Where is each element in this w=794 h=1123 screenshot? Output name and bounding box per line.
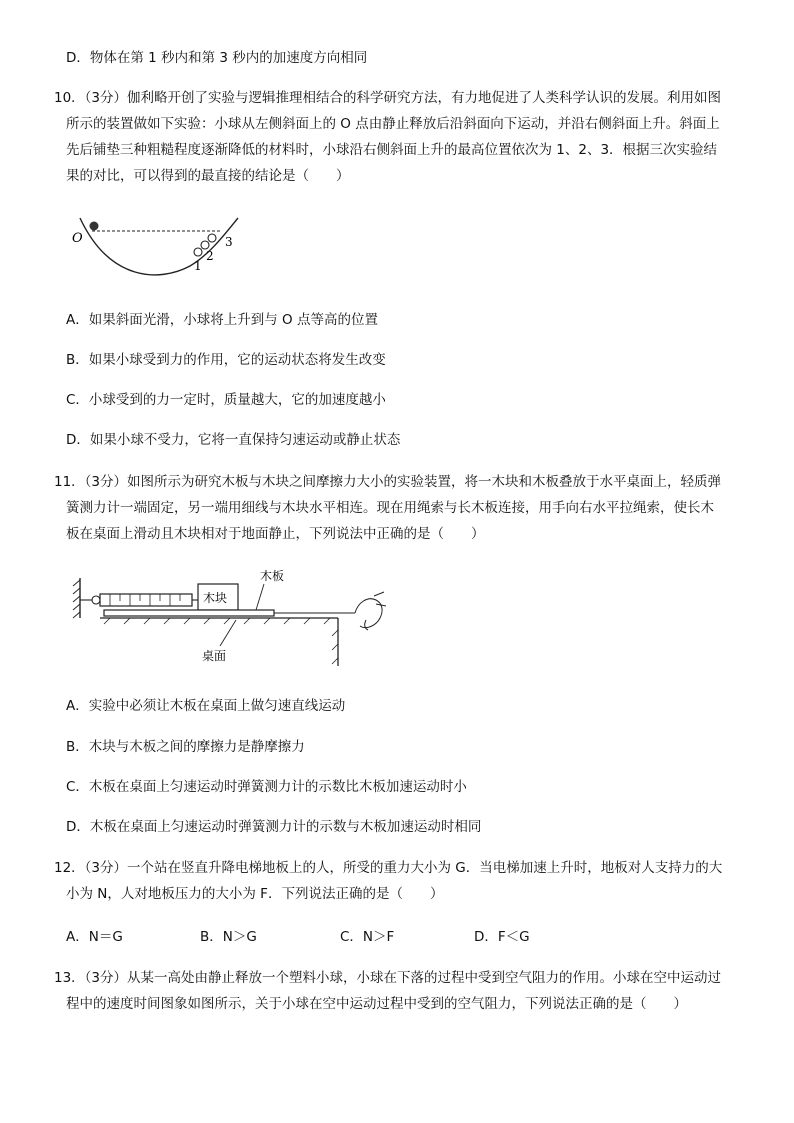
ball-position-3 [208,234,216,242]
q9-option-d: D．物体在第 1 秒内和第 3 秒内的加速度方向相同 [66,50,368,66]
q11-option-a: A．实验中必须让木板在桌面上做匀速直线运动 [66,698,346,714]
q10-option-a: A．如果斜面光滑，小球将上升到与 O 点等高的位置 [66,312,378,328]
q13-stem-line1: 13．（3分）从某一高处由静止释放一个塑料小球，小球在下落的过程中受到空气阻力的作用。小球在空中运动过 [54,970,722,986]
q12-stem-line2: 小为 N，人对地板压力的大小为 F．下列说法正确的是（ ） [66,886,444,902]
q12-option-d: D．F＜G [474,929,530,945]
wood-board [104,610,274,616]
q12-option-c: C．N＞F [340,929,395,945]
ramp-curve [80,218,238,275]
ball-at-o [90,222,99,231]
q11-apparatus-figure [70,570,390,670]
q10-stem-line2: 所示的装置做如下实验：小球从左侧斜面上的 O 点由静止释放后沿斜面向下运动，并沿右侧斜面上升。斜面上 [66,116,720,132]
label-board: 木板 [260,569,285,583]
q10-stem-line1: 10．（3分）伽利略开创了实验与逻辑推理相结合的科学研究方法，有力地促进了人类科学认识的发展。利用如图 [54,90,722,106]
label-block: 木块 [203,591,228,605]
spring-scale [100,594,192,606]
label-3: 3 [225,235,233,249]
ball-position-1 [194,248,202,256]
q11-option-d: D．木板在桌面上匀速运动时弹簧测力计的示数与木板加速运动时相同 [66,819,482,835]
q12-options-row [66,925,766,947]
q12-option-a: A．N＝G [66,929,123,945]
label-table: 桌面 [202,649,227,663]
ball-position-2 [201,241,209,249]
q11-option-b: B．木块与木板之间的摩擦力是静摩擦力 [66,739,305,755]
label-o: O [72,231,83,246]
q11-stem-line3: 板在桌面上滑动且木块相对于地面静止，下列说法中正确的是（ ） [66,526,485,542]
q10-option-c: C．小球受到的力一定时，质量越大，它的加速度越小 [66,392,386,408]
q12-option-b: B．N＞G [200,929,257,945]
hand-icon [355,592,386,630]
q10-stem-line3: 先后铺垫三种粗糙程度逐渐降低的材料时，小球沿右侧斜面上升的最高位置依次为 1、2、3．根据三次实验结 [66,142,718,158]
label-1: 1 [194,259,202,273]
q11-stem-line1: 11．（3分）如图所示为研究木板与木块之间摩擦力大小的实验装置，将一木块和木板叠放于水平桌面上，轻质弹 [54,474,722,490]
q10-option-d: D．如果小球不受力，它将一直保持匀速运动或静止状态 [66,432,401,448]
q12-stem-line1: 12．（3分）一个站在竖直升降电梯地板上的人，所受的重力大小为 G．当电梯加速上升时，地板对人支持力的大 [54,860,723,876]
label-2: 2 [206,249,214,263]
q13-stem-line2: 程中的速度时间图象如图所示，关于小球在空中运动过程中受到的空气阻力，下列说法正确的是（ ） [66,996,687,1012]
q10-ramp-figure [70,212,250,282]
q11-option-c: C．木板在桌面上匀速运动时弹簧测力计的示数比木板加速运动时小 [66,779,467,795]
q10-stem-line4: 果的对比，可以得到的最直接的结论是（ ） [66,168,350,184]
q11-stem-line2: 簧测力计一端固定，另一端用细线与木块水平相连。现在用绳索与长木板连接，用手向右水平拉绳索，使长木 [66,500,714,516]
q10-option-b: B．如果小球受到力的作用，它的运动状态将发生改变 [66,352,386,368]
